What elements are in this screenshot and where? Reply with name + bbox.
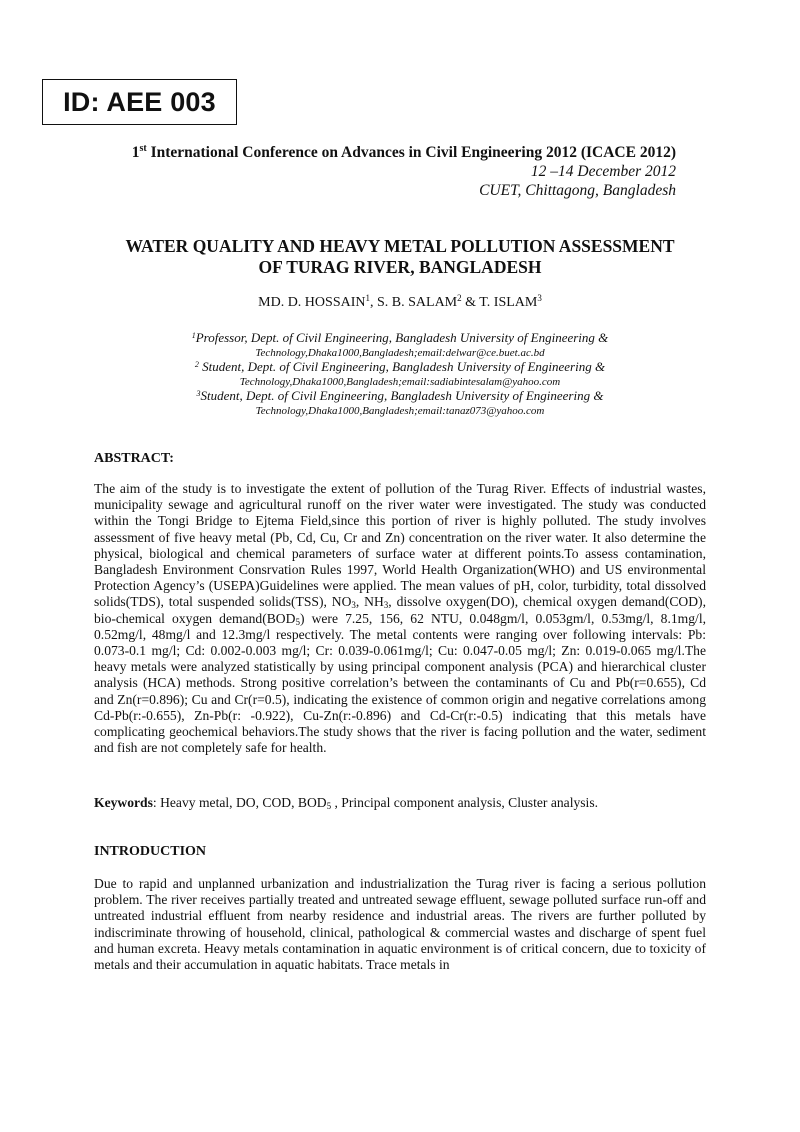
conference-name	[132, 143, 676, 162]
keywords-text: , Principal component analysis, Cluster analysis.	[331, 795, 599, 810]
paper-title	[94, 236, 706, 278]
conference-info	[132, 143, 676, 200]
abstract-text	[94, 481, 706, 756]
author-list	[94, 295, 706, 311]
abstract-subscript: 5	[295, 616, 300, 627]
author-name: S. B. SALAM	[377, 295, 458, 310]
affiliation-item	[94, 389, 706, 418]
conference-ordinal: 1	[131, 144, 140, 161]
affiliation-address: Technology,Dhaka1000,Bangladesh;email:sadiabintesalam@yahoo.com	[239, 375, 561, 388]
abstract-subscript: 3	[351, 600, 356, 611]
paper-id: ID: AEE 003	[63, 86, 216, 117]
abstract-part: ) were 7.25, 156, 62 NTU, 0.048gm/l, 0.053gm/l, 0.53mg/l, 8.1mg/l, 0.52mg/l, 48mg/l and 12.3mg/l respectively. The metal contents were ranging over following intervals: Pb: 0.073-0.1 mg/l; Cd: 0.002-0.003 mg/l; Cr: 0.039-0.061mg/l; Cu: 0.047-0.05 mg/l; Zn: 0.019-0.065 mg/l.The heavy metals were analyzed statistically by using principal component analysis (PCA) and hierarchical cluster analysis (HCA) methods. Strong positive correlation’s between the contaminants of Cu and Pb(r=0.655), Cd and Zn(r=0.896); Cu and Cr(r=0.5), indicating the existence of common origin and negative correlations among Cd-Pb(r:-0.655), Zn-Pb(r: -0.922), Cu-Zn(r:-0.896) and Cd-Cr(r:-0.5) indicating that this metals have complicating geochemical behaviors.The study shows that the river is facing pollution and the water, sediment and fish are not completely safe for health.	[94, 610, 706, 756]
author-affil-mark: 2	[457, 293, 462, 303]
keywords-label: Keywords	[94, 795, 153, 810]
author-name: T. ISLAM	[479, 295, 538, 310]
affiliation-line: Student, Dept. of Civil Engineering, Bangladesh University of Engineering &	[198, 359, 606, 374]
affiliation-mark: 1	[191, 331, 196, 340]
author-separator: ,	[370, 295, 377, 310]
affiliation-item	[94, 360, 706, 389]
affiliation-mark: 3	[196, 389, 201, 398]
keywords-text: : Heavy metal, DO, COD, BOD	[152, 795, 327, 810]
author-affil-mark: 3	[537, 293, 542, 303]
keywords-line	[94, 795, 706, 811]
keywords-subscript: 5	[326, 801, 332, 811]
conference-title: International Conference on Advances in Civil Engineering 2012 (ICACE 2012)	[146, 144, 676, 161]
conference-location: CUET, Chittagong, Bangladesh	[479, 182, 676, 199]
affiliation-address: Technology,Dhaka1000,Bangladesh;email:delwar@ce.buet.ac.bd	[255, 346, 545, 359]
conference-dates: 12 –14 December 2012	[530, 163, 676, 180]
affiliation-line: Professor, Dept. of Civil Engineering, Bangladesh University of Engineering &	[195, 330, 609, 345]
introduction-heading: INTRODUCTION	[94, 844, 207, 859]
paper-title-line-1: WATER QUALITY AND HEAVY METAL POLLUTION ASSESSMENT	[125, 236, 675, 256]
author-separator: &	[461, 295, 480, 310]
abstract-heading: ABSTRACT:	[94, 451, 174, 466]
conference-ordinal-suffix: st	[139, 143, 147, 154]
affiliation-address: Technology,Dhaka1000,Bangladesh;email:tanaz073@yahoo.com	[255, 404, 545, 417]
affiliation-line: Student, Dept. of Civil Engineering, Bangladesh University of Engineering &	[200, 388, 604, 403]
paper-id-box	[42, 79, 237, 125]
abstract-subscript: 3	[383, 600, 389, 611]
abstract-part: , dissolve oxygen(DO), chemical oxygen demand(COD), bio-chemical oxygen demand(BOD	[94, 594, 706, 626]
abstract-part: , NH	[355, 594, 384, 610]
affiliation-list	[94, 331, 706, 418]
author-affil-mark: 1	[365, 293, 370, 303]
author-name: MD. D. HOSSAIN	[258, 295, 366, 310]
introduction-text: Due to rapid and unplanned urbanization and industrialization the Turag river is facing a serious pollution problem. The river receives partially treated and untreated sewage effluent, sewage polluted surface run-off and untreated industrial effluent from nearby residence and industrial areas. The rivers are further polluted by indiscriminate throwing of household, clinical, pathological & commercial wastes and discharge of spent fuel and human excreta. Heavy metals contamination in aquatic environment is of critical concern, due to toxicity of metals and their accumulation in aquatic habitats. Trace metals in	[94, 876, 706, 973]
paper-title-line-2: OF TURAG RIVER, BANGLADESH	[258, 257, 542, 277]
affiliation-mark: 2	[194, 360, 199, 369]
affiliation-item	[94, 331, 706, 360]
abstract-part: The aim of the study is to investigate the extent of pollution of the Turag River. Effects of industrial wastes, municipality sewage and agricultural runoff on the river water were investigated. The study was conducted within the Tongi Bridge to Ejtema Field,since this portion of river is highly polluted. The study involves assessment of five heavy metal (Pb, Cd, Cu, Cr and Zn) concentration on the river water. It also determine the physical, biological and chemical parameters of surface water at different points.To assess contamination, Bangladesh Environment Consrvation Rules 1997, World Health Organization(WHO) and US environmental Protection Agency’s (USEPA)Guidelines were applied. The mean values of pH, color, turbidity, total dissolved solids(TDS), total suspended solids(TSS), NO	[94, 481, 706, 610]
